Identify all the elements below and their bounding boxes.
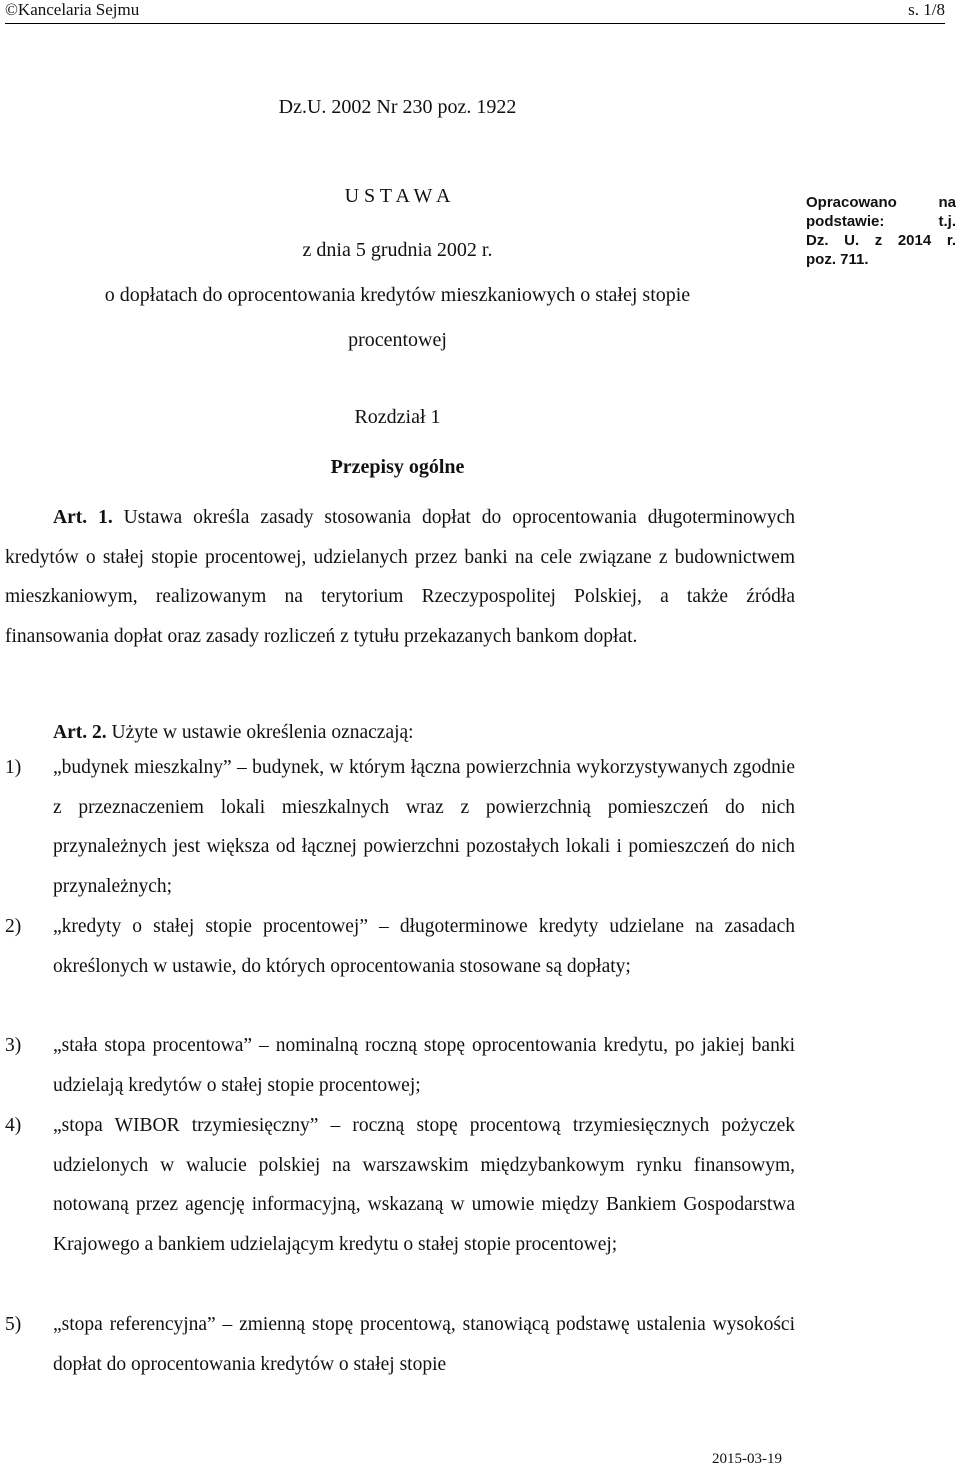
article-1-label: Art. 1.	[53, 507, 113, 528]
definition-item	[5, 1305, 795, 1384]
item-number: 5)	[5, 1314, 22, 1335]
note-line: Dz. U. z 2014 r.	[806, 232, 956, 249]
item-number: 1)	[5, 757, 22, 778]
header-divider	[5, 23, 945, 24]
act-subject-line1: o dopłatach do oprocentowania kredytów mieszkaniowych o stałej stopie	[104, 284, 691, 306]
article-1	[5, 498, 795, 657]
chapter-label: Rozdział 1	[354, 406, 441, 428]
chapter-title: Przepisy ogólne	[330, 456, 465, 478]
article-2	[5, 713, 795, 753]
definition-item	[5, 1106, 795, 1265]
item-text: „stopa referencyjna” – zmienną stopę procentową, stanowiącą podstawę ustalenia wysokości dopłat do oprocentowania kredytów o stałej stopie	[53, 1314, 795, 1375]
article-2-intro: Użyte w ustawie określenia oznaczają:	[111, 722, 414, 743]
header-source: ©Kancelaria Sejmu	[5, 0, 140, 19]
item-number: 3)	[5, 1035, 22, 1056]
item-text: „budynek mieszkalny” – budynek, w którym łączna powierzchnia wykorzystywanych zgodnie z przeznaczeniem lokali mieszkalnych wraz z powierzchnią pomieszczeń do nich przynależnych jest większa od łącznej powierzchni pozostałych lokali i pomieszczeń do nich przynależnych;	[53, 757, 795, 898]
item-number: 2)	[5, 916, 22, 937]
article-1-text: Ustawa określa zasady stosowania dopłat do oprocentowania długoterminowych kredytów o stałej stopie procentowej, udzielanych przez banki na cele związane z budownictwem mieszkaniowym, realizowanym na terytorium Rzeczypospolitej Polskiej, a także źródła finansowania dopłat oraz zasady rozliczeń z tytułu przekazanych bankom dopłat.	[5, 507, 795, 648]
journal-reference: Dz.U. 2002 Nr 230 poz. 1922	[278, 96, 517, 118]
note-line: poz. 711.	[806, 251, 869, 268]
act-subject-line2: procentowej	[348, 329, 447, 351]
item-text: „stopa WIBOR trzymiesięczny” – roczną stopę procentową trzymiesięcznych pożyczek udzielonych w walucie polskiej na warszawskim międzybankowym rynku finansowym, notowaną przez agencję informacyjną, wskazaną w umowie między Bankiem Gospodarstwa Krajowego a bankiem udzielającym kredytu o stałej stopie procentowej;	[53, 1115, 795, 1256]
article-2-label: Art. 2.	[53, 722, 107, 743]
definition-item	[5, 748, 795, 907]
page-number: s. 1/8	[908, 0, 945, 19]
item-text: „stała stopa procentowa” – nominalną roczną stopę oprocentowania kredytu, po jakiej banki udzielają kredytów o stałej stopie procentowej;	[53, 1035, 795, 1096]
note-line: podstawie: t.j.	[806, 213, 956, 230]
note-line: Opracowano na	[806, 194, 956, 211]
act-date: z dnia 5 grudnia 2002 r.	[302, 239, 493, 261]
item-number: 4)	[5, 1115, 22, 1136]
definition-item	[5, 907, 795, 986]
definition-item	[5, 1026, 795, 1105]
footer-date: 2015-03-19	[712, 1451, 782, 1467]
item-text: „kredyty o stałej stopie procentowej” – długoterminowe kredyty udzielane na zasadach określonych w ustawie, do których oprocentowania stosowane są dopłaty;	[53, 916, 795, 977]
act-title: U S T A W A	[344, 185, 451, 207]
consolidation-note	[806, 193, 956, 269]
